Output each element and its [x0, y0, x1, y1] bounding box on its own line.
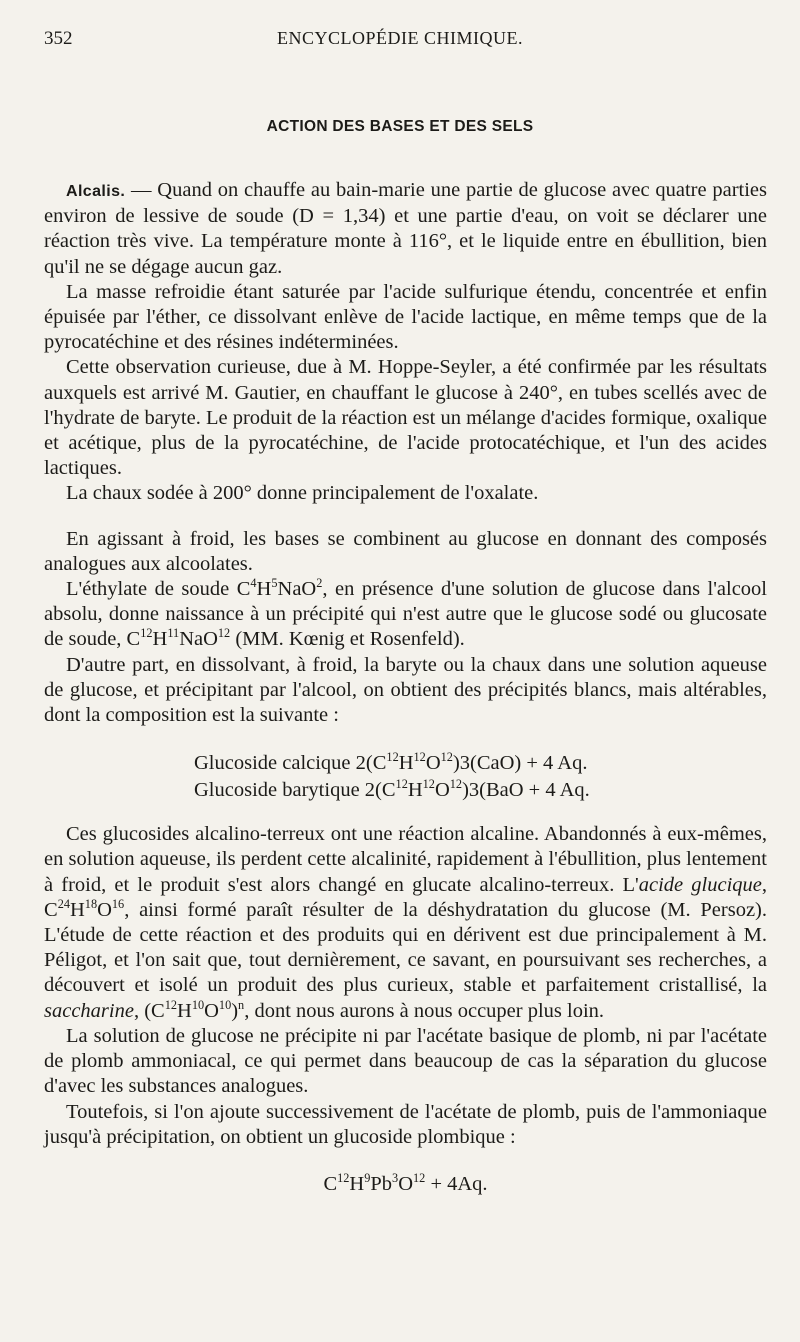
text-run: H [177, 999, 192, 1022]
superscript: 11 [167, 626, 180, 641]
text-run: C [323, 1172, 338, 1195]
superscript: 10 [218, 997, 232, 1012]
formula-block [194, 750, 767, 804]
section-heading: ACTION DES BASES ET DES SELS [266, 118, 534, 135]
page-header [44, 28, 756, 52]
text-run: H [152, 628, 168, 651]
superscript: 18 [84, 897, 98, 912]
text-run: H [407, 779, 423, 802]
superscript: 3 [392, 1171, 399, 1186]
text-run: , ainsi formé paraît résulter de la déshydratation du glucose (M. Persoz). L'étude de cette réaction et des produits qui en dérivent est due principalement à M. Péligot, et l'on sait que, tout dernièrement, ce savant, en poursuivant ses recherches, a découvert et isolé un produit des plus curieux, stable et parfaitement cristallisé, la [44, 898, 767, 997]
paragraph: En agissant à froid, les bases se combinent au glucose en donnant des composés analogues aux alcoolates. [44, 527, 767, 575]
text-run: O [97, 898, 112, 921]
text-run: ) [231, 999, 239, 1022]
superscript: 12 [386, 750, 399, 765]
text-run: , en présence d'une solution de glucose dans l'alcool absolu, donne naissance à un précipité qui n'est autre que le glucose sodé ou glucosate de soude, C [44, 578, 768, 651]
paragraph: La solution de glucose ne précipite ni par l'acétate basique de plomb, ni par l'acétate de plomb ammoniacal, ce qui permet dans beaucoup de cas la séparation du glucose d'avec les substances analogues. [44, 1024, 767, 1098]
superscript: 2 [316, 576, 323, 591]
paragraph-alcalis [44, 178, 767, 280]
text-run: H [256, 578, 272, 601]
superscript: 12 [217, 626, 231, 641]
text-run: O [398, 1172, 414, 1195]
superscript: 12 [413, 750, 426, 765]
formula-plombique [44, 1172, 767, 1197]
superscript: 12 [337, 1171, 350, 1186]
paragraph-label: Alcalis. [66, 183, 126, 200]
text-run: NaO [277, 578, 317, 601]
formula-name: Glucoside calcique [194, 752, 351, 775]
text-run: O [434, 779, 450, 802]
page-number: 352 [44, 28, 73, 49]
running-title: ENCYCLOPÉDIE CHIMIQUE. [277, 28, 523, 48]
superscript: 12 [449, 777, 463, 792]
formula-calcique [194, 750, 767, 777]
text-run: Pb [370, 1172, 393, 1195]
superscript: 4 [250, 576, 257, 591]
superscript: 16 [111, 897, 125, 912]
text-run: L'éthylate de soude C [66, 578, 251, 601]
superscript: 9 [364, 1171, 371, 1186]
paragraph: Toutefois, si l'on ajoute successivement de l'acétate de plomb, puis de l'ammoniaque jusqu'à précipitation, on obtient un glucoside plombique : [44, 1100, 767, 1148]
paragraph-glucosides [44, 822, 767, 1024]
text-run: NaO [179, 628, 218, 651]
text-run: H [69, 898, 85, 921]
superscript: 12 [440, 750, 453, 765]
text-run: , C [44, 873, 767, 921]
text-run: , (C [133, 999, 165, 1022]
paragraph: La chaux sodée à 200° donne principalement de l'oxalate. [66, 482, 539, 505]
formula-name: Glucoside barytique [194, 779, 360, 802]
paragraph: D'autre part, en dissolvant, à froid, la baryte ou la chaux dans une solution aqueuse de glucose, et précipitant par l'alcool, on obtient des précipités blancs, mais altérables, dont la composition est la suivante : [44, 653, 767, 727]
text-run: O [425, 752, 441, 775]
text-run: 2(C [359, 779, 396, 802]
superscript: 12 [395, 777, 408, 792]
text-run: , dont nous aurons à nous occuper plus loin. [244, 999, 605, 1022]
italic-term: acide glucique [638, 873, 762, 896]
paragraph-text: — Quand on chauffe au bain-marie une partie de glucose avec quatre parties environ de lessive de soude (D = 1,34) et une partie d'eau, on voit se déclarer une réaction très vive. La température monte à 116°, et le liquide entre en ébullition, bien qu'il ne se dégage aucun gaz. [44, 179, 767, 278]
text-run: + 4Aq. [425, 1172, 488, 1195]
superscript: 12 [422, 777, 435, 792]
paragraph: La masse refroidie étant saturée par l'acide sulfurique étendu, concentrée et enfin épuisée par l'éther, ce dissolvant enlève de l'acide lactique, en même temps que de la pyrocatéchine et des résines indéterminées. [44, 280, 767, 354]
text-run: O [204, 999, 219, 1022]
text-run: )3(BaO + 4 Aq. [462, 779, 590, 802]
text-run: )3(CaO) + 4 Aq. [452, 752, 588, 775]
formula-barytique [194, 777, 767, 804]
paragraph: Cette observation curieuse, due à M. Hoppe-Seyler, a été confirmée par les résultats auxquels est arrivé M. Gautier, en chauffant le glucose à 240°, en tubes scellés avec de l'hydrate de baryte. Le produit de la réaction est un mélange d'acides formique, oxalique et acétique, plus de la pyrocatéchine, de l'acide protocatéchique, et l'un des acides lactiques. [44, 356, 767, 480]
text-run: H [398, 752, 414, 775]
italic-term: saccharine [44, 999, 134, 1022]
superscript: 12 [140, 626, 153, 641]
superscript: 24 [57, 897, 70, 912]
text-run: (MM. Kœnig et Rosenfeld). [230, 628, 465, 651]
superscript: 5 [271, 576, 278, 591]
text-run: H [349, 1172, 365, 1195]
body-text [44, 178, 767, 1197]
superscript: 12 [164, 997, 177, 1012]
superscript: 10 [191, 997, 205, 1012]
text-run: 2(C [350, 752, 387, 775]
superscript: 12 [413, 1171, 426, 1186]
text-run: Ces glucosides alcalino-terreux ont une réaction alcaline. Abandonnés à eux-mêmes, en solution aqueuse, ils perdent cette alcalinité, rapidement à l'ébullition, plus lentement à froid, et le produit s'est alors changé en glucate alcalino-terreux. L' [44, 823, 767, 896]
paragraph-ethylate [44, 577, 767, 653]
superscript: n [238, 997, 245, 1012]
